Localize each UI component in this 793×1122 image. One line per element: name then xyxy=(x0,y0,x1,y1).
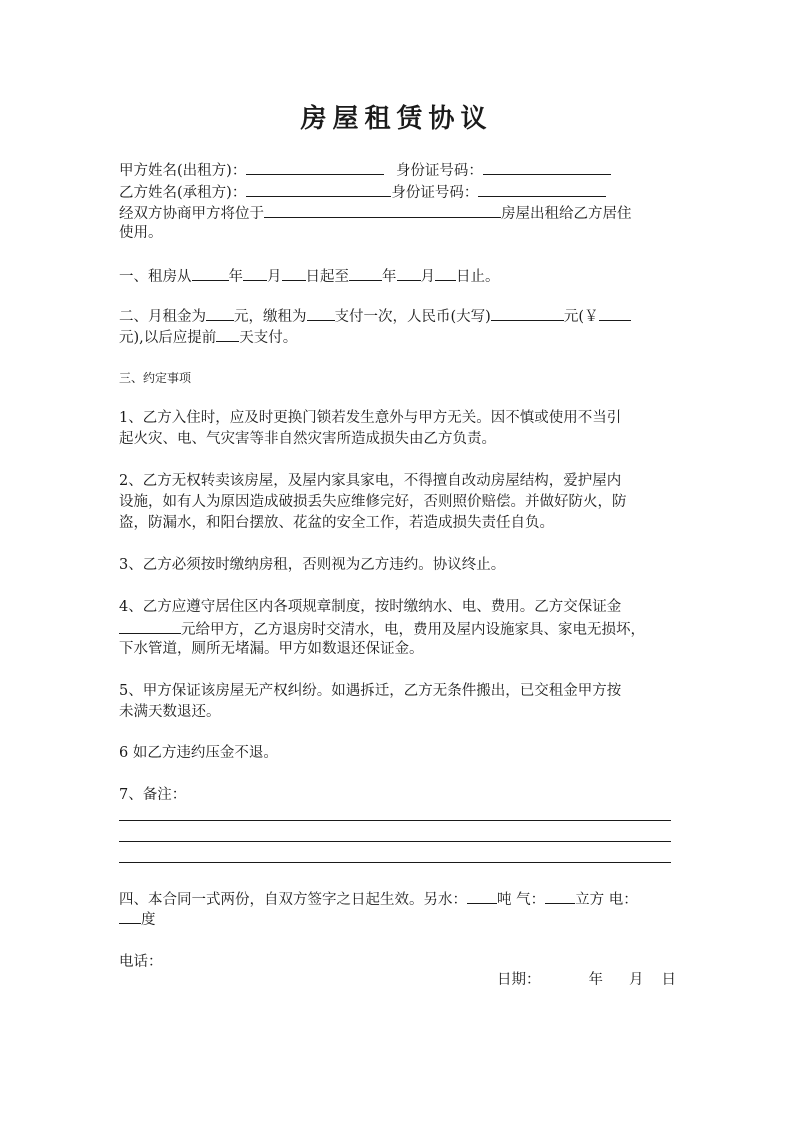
intro-line-1 xyxy=(119,201,632,225)
item-6: 6 如乙方违约压金不退。 xyxy=(119,745,278,761)
clause-2-line-2 xyxy=(119,325,297,349)
clause-4-line-2 xyxy=(119,907,156,931)
water-reading-field[interactable] xyxy=(467,887,497,904)
clause-2-rent-label: 二、月租金为 xyxy=(119,309,206,325)
phone-label: 电话： xyxy=(119,954,163,970)
clause-2-rmb-label: 支付一次，人民币(大写) xyxy=(334,309,491,325)
date-month-label: 月 xyxy=(629,972,644,988)
item-4-line-3: 下水管道，厕所无堵漏。甲方如数退还保证金。 xyxy=(119,641,424,657)
intro-text-2: 房屋出租给乙方居住 xyxy=(501,206,632,222)
rent-amount-field[interactable] xyxy=(599,304,631,321)
end-year-field[interactable] xyxy=(349,264,382,281)
clause-1-month-label: 月 xyxy=(267,269,282,285)
clause-1-prefix: 一、租房从 xyxy=(119,269,192,285)
monthly-rent-field[interactable] xyxy=(206,304,234,321)
date-year-label: 年 xyxy=(588,972,603,988)
payment-interval-field[interactable] xyxy=(307,304,335,321)
electricity-reading-field[interactable] xyxy=(119,907,141,924)
item-4-line-1: 4、乙方应遵守居住区内各项规章制度，按时缴纳水、电、费用。乙方交保证金 xyxy=(119,599,622,615)
item-7-label: 7、备注： xyxy=(119,787,187,803)
clause-4-degree-label: 度 xyxy=(141,912,156,928)
document-title: 房屋租赁协议 xyxy=(300,104,493,134)
party-a-row xyxy=(119,158,611,182)
party-b-name-field[interactable] xyxy=(246,180,391,197)
remarks-line-2[interactable] xyxy=(119,841,671,842)
date-row xyxy=(497,969,676,991)
item-5-line-1: 5、甲方保证该房屋无产权纠纷。如遇拆迁，乙方无条件搬出，已交租金甲方按 xyxy=(119,683,622,699)
advance-days-field[interactable] xyxy=(216,325,239,342)
clause-1 xyxy=(119,264,500,288)
item-1-line-1: 1、乙方入住时，应及时更换门锁若发生意外与甲方无关。因不慎或使用不当引 xyxy=(119,410,622,426)
clause-1-end-year-label: 年 xyxy=(382,269,397,285)
clause-1-end-month-label: 月 xyxy=(420,269,435,285)
section-3-heading: 三、约定事项 xyxy=(119,371,192,385)
clause-1-day-to-label: 日起至 xyxy=(305,269,349,285)
clause-2-advance-label: 元),以后应提前 xyxy=(119,330,217,346)
start-day-field[interactable] xyxy=(282,264,306,281)
remarks-line-1[interactable] xyxy=(119,820,671,821)
item-1-line-2: 起火灾、电、气灾害等非自然灾害所造成损失由乙方负责。 xyxy=(119,431,496,447)
intro-line-2: 使用。 xyxy=(119,225,163,241)
item-2-line-2: 设施，如有人为原因造成破损丢失应维修完好，否则照价赔偿。并做好防火，防 xyxy=(119,494,627,510)
clause-4-prefix: 四、本合同一式两份，自双方签字之日起生效。另水： xyxy=(119,892,467,908)
clause-2-days-label: 天支付。 xyxy=(239,330,298,346)
clause-2-pay-label: 元，缴租为 xyxy=(234,309,307,325)
clause-4-cubic-elec-label: 立方 电： xyxy=(575,892,638,908)
intro-text-1: 经双方协商甲方将位于 xyxy=(119,206,264,222)
gas-reading-field[interactable] xyxy=(545,887,575,904)
item-2-line-3: 盗，防漏水，和阳台摆放、花盆的安全工作，若造成损失责任自负。 xyxy=(119,515,554,531)
item-5-line-2: 未满天数退还。 xyxy=(119,704,221,720)
party-a-name-label: 甲方姓名(出租方)： xyxy=(119,163,247,179)
deposit-field[interactable] xyxy=(119,617,181,634)
clause-2-yen-label: 元(￥ xyxy=(563,309,599,325)
party-a-id-label: 身份证号码： xyxy=(395,163,483,179)
start-year-field[interactable] xyxy=(192,264,229,281)
clause-1-year-label: 年 xyxy=(228,269,243,285)
end-month-field[interactable] xyxy=(397,264,421,281)
date-day-label: 日 xyxy=(661,972,676,988)
clause-1-end-label: 日止。 xyxy=(456,269,500,285)
end-day-field[interactable] xyxy=(435,264,456,281)
party-a-name-field[interactable] xyxy=(246,158,384,175)
clause-4-ton-gas-label: 吨 气： xyxy=(497,892,546,908)
clause-4-line-1 xyxy=(119,887,638,911)
party-b-id-label: 身份证号码： xyxy=(391,185,479,201)
party-b-name-label: 乙方姓名(承租方)： xyxy=(119,185,247,201)
date-label: 日期： xyxy=(497,972,541,988)
remarks-line-3[interactable] xyxy=(119,862,671,863)
property-address-field[interactable] xyxy=(264,201,501,218)
party-b-id-field[interactable] xyxy=(478,180,606,197)
item-3: 3、乙方必须按时缴纳房租，否则视为乙方违约。协议终止。 xyxy=(119,557,506,573)
party-a-id-field[interactable] xyxy=(483,158,611,175)
item-2-line-1: 2、乙方无权转卖该房屋，及屋内家具家电，不得擅自改动房屋结构，爱护屋内 xyxy=(119,473,622,489)
rent-uppercase-field[interactable] xyxy=(491,304,564,321)
item-4-line-2-text: 元给甲方，乙方退房时交清水，电，费用及屋内设施家具、家电无损坏， xyxy=(181,622,645,638)
start-month-field[interactable] xyxy=(243,264,267,281)
